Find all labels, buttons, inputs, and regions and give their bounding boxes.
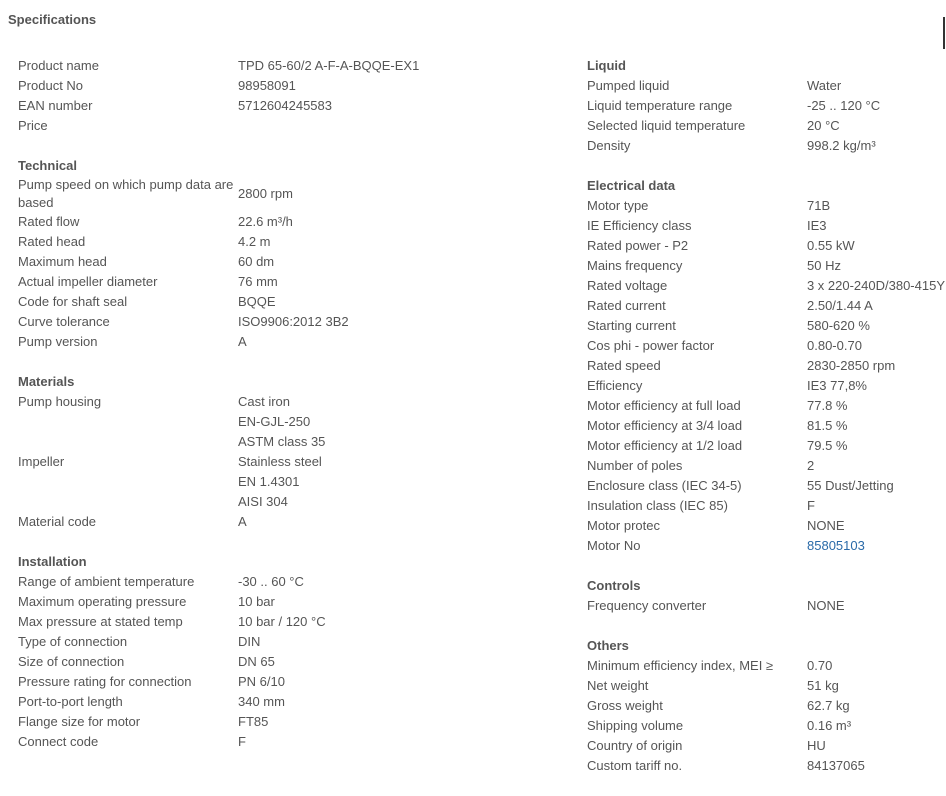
motor-no-link[interactable]: 85805103 bbox=[807, 538, 865, 553]
spec-label: Actual impeller diameter bbox=[18, 274, 158, 289]
spec-value: 580-620 % bbox=[807, 318, 870, 333]
spec-value: A bbox=[238, 514, 247, 529]
spec-label: Pump speed on which pump data are based bbox=[18, 177, 234, 210]
spec-label: Insulation class (IEC 85) bbox=[587, 498, 728, 513]
spec-row bbox=[587, 276, 945, 296]
others-section bbox=[587, 636, 945, 776]
spec-row-product-no bbox=[18, 76, 568, 96]
spec-value: DN 65 bbox=[238, 654, 275, 669]
spec-label: Starting current bbox=[587, 318, 676, 333]
section-title-controls: Controls bbox=[587, 578, 641, 593]
spec-value: EN 1.4301 bbox=[238, 474, 300, 489]
spec-value: 3 x 220-240D/380-415Y bbox=[806, 278, 945, 293]
spec-label: Size of connection bbox=[18, 654, 125, 669]
spec-row bbox=[587, 296, 945, 316]
section-title-technical: Technical bbox=[18, 158, 78, 173]
section-title-liquid: Liquid bbox=[587, 58, 626, 73]
spec-label: Flange size for motor bbox=[18, 714, 141, 729]
spec-label: Motor type bbox=[587, 198, 649, 213]
spec-value: 81.5 % bbox=[807, 418, 848, 433]
spec-label: Custom tariff no. bbox=[587, 758, 683, 773]
spec-row bbox=[18, 212, 568, 232]
spec-label: Motor efficiency at 1/2 load bbox=[587, 438, 743, 453]
spec-row bbox=[587, 236, 945, 256]
section-title-materials: Materials bbox=[18, 374, 75, 389]
spec-label: Rated power - P2 bbox=[587, 238, 689, 253]
spec-label: Rated head bbox=[18, 234, 86, 249]
spec-label: Range of ambient temperature bbox=[18, 574, 195, 589]
spec-row bbox=[18, 732, 568, 752]
spec-row bbox=[587, 396, 945, 416]
specs-left-column bbox=[18, 56, 568, 772]
spec-row bbox=[587, 136, 945, 156]
spec-row bbox=[587, 696, 945, 716]
spec-label: Country of origin bbox=[587, 738, 683, 753]
spec-label: Impeller bbox=[18, 454, 65, 469]
spec-row bbox=[18, 672, 568, 692]
spec-value bbox=[238, 116, 568, 136]
spec-value: 0.16 m³ bbox=[807, 718, 852, 733]
spec-value: 998.2 kg/m³ bbox=[807, 138, 876, 153]
spec-value: -30 .. 60 °C bbox=[238, 574, 304, 589]
spec-value: 77.8 % bbox=[807, 398, 848, 413]
spec-row bbox=[587, 416, 945, 436]
spec-row bbox=[18, 612, 568, 632]
spec-label: Net weight bbox=[587, 678, 649, 693]
spec-label: Pump version bbox=[18, 334, 98, 349]
materials-section bbox=[18, 372, 568, 532]
spec-row-price bbox=[18, 116, 568, 136]
spec-label: Curve tolerance bbox=[18, 314, 110, 329]
spec-label: Pump housing bbox=[18, 394, 102, 409]
spec-row bbox=[587, 116, 945, 136]
spec-value: 0.70 bbox=[807, 658, 833, 673]
section-title-electrical: Electrical data bbox=[587, 178, 676, 193]
spec-row-ean bbox=[18, 96, 568, 116]
spec-value: Water bbox=[807, 78, 842, 93]
spec-label: Type of connection bbox=[18, 634, 128, 649]
spec-row-pump-housing bbox=[18, 392, 568, 452]
spec-value: NONE bbox=[807, 518, 845, 533]
specs-right-column bbox=[587, 56, 945, 796]
spec-row bbox=[587, 756, 945, 776]
spec-value: F bbox=[807, 498, 815, 513]
spec-row bbox=[587, 96, 945, 116]
spec-value: 5712604245583 bbox=[238, 98, 332, 113]
spec-row-motor-no bbox=[587, 536, 945, 556]
spec-label: Rated flow bbox=[18, 214, 80, 229]
spec-label: Rated voltage bbox=[587, 278, 668, 293]
spec-label: Density bbox=[587, 138, 631, 153]
spec-value-list bbox=[238, 392, 568, 452]
spec-label: Maximum operating pressure bbox=[18, 594, 187, 609]
spec-value: 62.7 kg bbox=[807, 698, 850, 713]
spec-label: IE Efficiency class bbox=[587, 218, 692, 233]
spec-label: Motor efficiency at 3/4 load bbox=[587, 418, 743, 433]
spec-row bbox=[587, 436, 945, 456]
spec-label: Selected liquid temperature bbox=[587, 118, 746, 133]
spec-label: Efficiency bbox=[587, 378, 643, 393]
spec-label: Port-to-port length bbox=[18, 694, 123, 709]
spec-value: PN 6/10 bbox=[238, 674, 285, 689]
spec-row bbox=[587, 376, 945, 396]
spec-value: 60 dm bbox=[238, 254, 275, 269]
spec-row bbox=[587, 716, 945, 736]
spec-row bbox=[587, 256, 945, 276]
spec-row-pump-speed bbox=[18, 176, 568, 212]
spec-label: Product No bbox=[18, 78, 84, 93]
spec-value: Stainless steel bbox=[238, 454, 322, 469]
spec-label: Motor No bbox=[587, 538, 641, 553]
spec-label: Motor efficiency at full load bbox=[587, 398, 741, 413]
spec-row bbox=[587, 516, 945, 536]
spec-row bbox=[18, 332, 568, 352]
spec-value: AISI 304 bbox=[238, 494, 288, 509]
spec-value: 20 °C bbox=[807, 118, 840, 133]
scrollbar-thumb[interactable] bbox=[943, 17, 945, 49]
installation-section bbox=[18, 552, 568, 752]
spec-row bbox=[18, 572, 568, 592]
spec-value: TPD 65-60/2 A-F-A-BQQE-EX1 bbox=[238, 58, 420, 73]
spec-value: 71B bbox=[807, 198, 831, 213]
spec-value: 76 mm bbox=[238, 274, 278, 289]
technical-section bbox=[18, 156, 568, 352]
spec-value: Cast iron bbox=[238, 394, 291, 409]
section-title-others: Others bbox=[587, 638, 629, 653]
spec-row bbox=[587, 496, 945, 516]
spec-label: Rated current bbox=[587, 298, 666, 313]
spec-row bbox=[18, 632, 568, 652]
spec-label: Maximum head bbox=[18, 254, 107, 269]
spec-row-material-code bbox=[18, 512, 568, 532]
spec-value: BQQE bbox=[238, 294, 276, 309]
spec-row-product-name bbox=[18, 56, 568, 76]
spec-row bbox=[18, 592, 568, 612]
spec-label: Frequency converter bbox=[587, 598, 707, 613]
spec-row bbox=[587, 76, 945, 96]
spec-value: ISO9906:2012 3B2 bbox=[238, 314, 349, 329]
spec-value: 0.80-0.70 bbox=[807, 338, 862, 353]
spec-label: Connect code bbox=[18, 734, 99, 749]
spec-value: NONE bbox=[807, 598, 845, 613]
spec-value: 55 Dust/Jetting bbox=[807, 478, 894, 493]
spec-row bbox=[587, 596, 945, 616]
spec-value: ASTM class 35 bbox=[238, 434, 326, 449]
spec-label: Pumped liquid bbox=[587, 78, 670, 93]
spec-label: Price bbox=[18, 118, 48, 133]
spec-label: Motor protec bbox=[587, 518, 660, 533]
section-title-installation: Installation bbox=[18, 554, 87, 569]
spec-value: DIN bbox=[238, 634, 261, 649]
spec-value: EN-GJL-250 bbox=[238, 414, 311, 429]
spec-row bbox=[18, 712, 568, 732]
spec-value: -25 .. 120 °C bbox=[807, 98, 881, 113]
spec-value: 50 Hz bbox=[807, 258, 841, 273]
spec-label: EAN number bbox=[18, 98, 93, 113]
spec-value-list bbox=[238, 452, 568, 512]
spec-value: 51 kg bbox=[807, 678, 839, 693]
spec-label: Code for shaft seal bbox=[18, 294, 128, 309]
spec-label: Cos phi - power factor bbox=[587, 338, 715, 353]
spec-value: 2 bbox=[807, 458, 815, 473]
spec-row bbox=[587, 476, 945, 496]
page-title: Specifications bbox=[8, 12, 97, 27]
spec-value: IE3 bbox=[807, 218, 827, 233]
spec-row bbox=[18, 272, 568, 292]
spec-value: 10 bar / 120 °C bbox=[238, 614, 326, 629]
spec-label: Material code bbox=[18, 514, 97, 529]
spec-value: 79.5 % bbox=[807, 438, 848, 453]
spec-label: Number of poles bbox=[587, 458, 683, 473]
spec-label: Minimum efficiency index, MEI ≥ bbox=[587, 658, 774, 673]
spec-row bbox=[587, 336, 945, 356]
spec-value: 2800 rpm bbox=[238, 186, 293, 201]
controls-section bbox=[587, 576, 945, 616]
spec-row bbox=[18, 252, 568, 272]
spec-label: Mains frequency bbox=[587, 258, 683, 273]
liquid-section bbox=[587, 56, 945, 156]
spec-value: 0.55 kW bbox=[807, 238, 855, 253]
spec-row bbox=[587, 196, 945, 216]
spec-value: 98958091 bbox=[238, 78, 296, 93]
spec-value: 22.6 m³/h bbox=[238, 214, 293, 229]
spec-value: FT85 bbox=[238, 714, 269, 729]
spec-label: Product name bbox=[18, 58, 99, 73]
general-section bbox=[18, 56, 568, 136]
spec-label: Enclosure class (IEC 34-5) bbox=[587, 478, 742, 493]
spec-value: HU bbox=[807, 738, 826, 753]
spec-label: Shipping volume bbox=[587, 718, 684, 733]
spec-value: IE3 77,8% bbox=[807, 378, 867, 393]
spec-row bbox=[18, 652, 568, 672]
spec-label: Pressure rating for connection bbox=[18, 674, 192, 689]
spec-row bbox=[587, 456, 945, 476]
spec-value: F bbox=[238, 734, 246, 749]
spec-row bbox=[18, 692, 568, 712]
spec-value: 4.2 m bbox=[238, 234, 271, 249]
spec-label: Liquid temperature range bbox=[587, 98, 733, 113]
spec-row bbox=[587, 656, 945, 676]
spec-value: 340 mm bbox=[238, 694, 285, 709]
spec-value: 2.50/1.44 A bbox=[807, 298, 873, 313]
spec-row bbox=[18, 292, 568, 312]
spec-value: A bbox=[238, 334, 247, 349]
spec-value: 84137065 bbox=[807, 758, 865, 773]
spec-row bbox=[587, 216, 945, 236]
spec-label: Gross weight bbox=[587, 698, 663, 713]
spec-label: Max pressure at stated temp bbox=[18, 614, 183, 629]
electrical-section bbox=[587, 176, 945, 556]
spec-value: 10 bar bbox=[238, 594, 275, 609]
spec-row bbox=[587, 676, 945, 696]
spec-label: Rated speed bbox=[587, 358, 661, 373]
spec-row bbox=[587, 316, 945, 336]
spec-row-impeller bbox=[18, 452, 568, 512]
spec-row bbox=[587, 356, 945, 376]
spec-value: 2830-2850 rpm bbox=[807, 358, 896, 373]
spec-row bbox=[18, 232, 568, 252]
spec-row bbox=[587, 736, 945, 756]
spec-row bbox=[18, 312, 568, 332]
